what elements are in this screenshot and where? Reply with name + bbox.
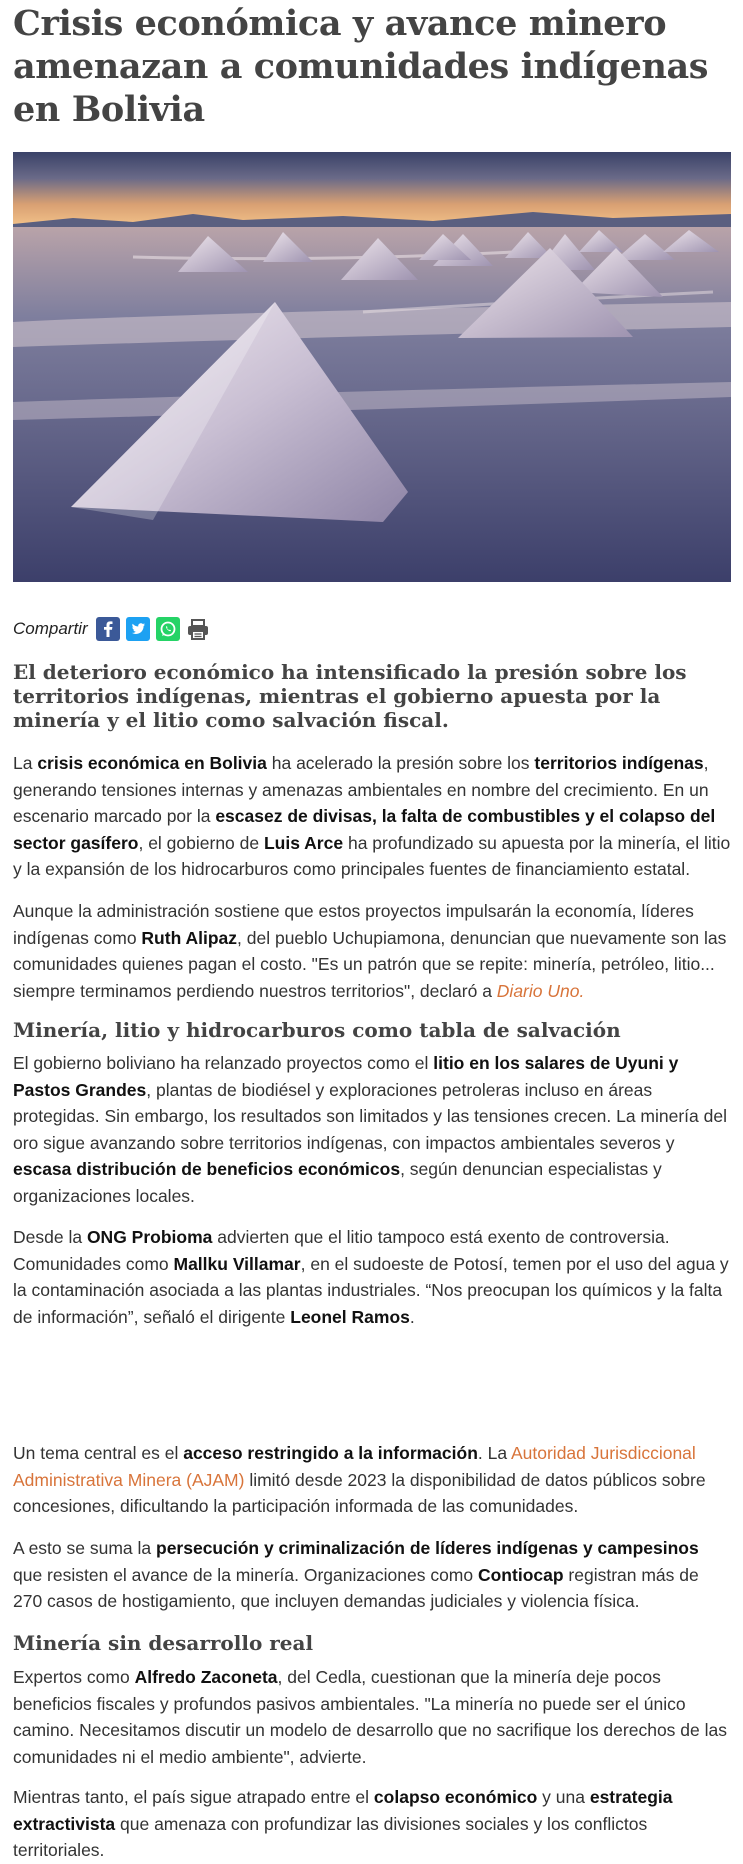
- article-title: Crisis económica y avance minero amenazan a comunidades indígenas en Bolivia: [13, 3, 709, 130]
- section-heading-mineria-litio: Minería, litio y hidrocarburos como tabla de salvación: [13, 1018, 621, 1042]
- hero-image-salt-flats: [13, 152, 731, 582]
- diario-uno-link[interactable]: Diario Uno.: [496, 980, 585, 1001]
- twitter-icon[interactable]: [126, 617, 150, 641]
- whatsapp-icon[interactable]: [156, 617, 180, 641]
- share-label: Compartir: [13, 619, 88, 638]
- paragraph-3: El gobierno boliviano ha relanzado proyectos como el litio en los salares de Uyuni y Pastos Grandes, plantas de biodiésel y exploraciones petroleras incluso en áreas protegidas. Sin embargo, los resultados son limitados y las tensiones crecen. La minería del oro sigue avanzando sobre territorios indígenas, con impactos ambientales severos y escasa distribución de beneficios económicos, según denuncian especialistas y organizaciones locales.: [13, 1053, 727, 1206]
- paragraph-4: Desde la ONG Probioma advierten que el litio tampoco está exento de controversia. Comunidades como Mallku Villamar, en el sudoeste de Potosí, temen por el uso del agua y la contaminación asociada a las plantas industriales. “Nos preocupan los químicos y la falta de información”, señaló el dirigente Leonel Ramos.: [13, 1227, 729, 1327]
- share-bar: [13, 614, 216, 644]
- article: [13, 0, 731, 1860]
- facebook-icon[interactable]: [96, 617, 120, 641]
- paragraph-8: Mientras tanto, el país sigue atrapado entre el colapso económico y una estrategia extractivista que amenaza con profundizar las divisiones sociales y los conflictos territoriales.: [13, 1787, 673, 1860]
- paragraph-7: Expertos como Alfredo Zaconeta, del Cedla, cuestionan que la minería deje pocos beneficios fiscales y profundos pasivos ambientales. "La minería no puede ser el único camino. Necesitamos discutir un modelo de desarrollo que no sacrifique los derechos de las comunidades ni el medio ambiente", advierte.: [13, 1667, 727, 1767]
- paragraph-6: A esto se suma la persecución y criminalización de líderes indígenas y campesinos que resisten el avance de la minería. Organizaciones como Contiocap registran más de 270 casos de hostigamiento, que incluyen demandas judiciales y violencia física.: [13, 1538, 699, 1611]
- paragraph-5: Un tema central es el acceso restringido a la información. La Autoridad Jurisdiccional Administrativa Minera (AJAM) limitó desde 2023 la disponibilidad de datos públicos sobre concesiones, dificultando la participación informada de las comunidades.: [13, 1443, 706, 1516]
- print-icon[interactable]: [186, 617, 210, 641]
- paragraph-1: La crisis económica en Bolivia ha acelerado la presión sobre los territorios indígenas, generando tensiones internas y amenazas ambientales en nombre del crecimiento. En un escenario marcado por la escasez de divisas, la falta de combustibles y el colapso del sector gasífero, el gobierno de Luis Arce ha profundizado su apuesta por la minería, el litio y la expansión de los hidrocarburos como principales fuentes de financiamiento estatal.: [13, 753, 731, 879]
- paragraph-2: Aunque la administración sostiene que estos proyectos impulsarán la economía, líderes indígenas como Ruth Alipaz, del pueblo Uchupiamona, denuncian que nuevamente son las comunidades quienes pagan el costo. "Es un patrón que se repite: minería, petróleo, litio... siempre terminamos perdiendo nuestros territorios", declaró a Diario Uno.: [13, 901, 727, 1001]
- article-lead: El deterioro económico ha intensificado la presión sobre los territorios indígenas, mientras el gobierno apuesta por la minería y el litio como salvación fiscal.: [13, 660, 687, 732]
- section-heading-sin-desarrollo: Minería sin desarrollo real: [13, 1631, 314, 1655]
- ajam-link[interactable]: Autoridad Jurisdiccional Administrativa Minera (AJAM): [13, 1443, 696, 1490]
